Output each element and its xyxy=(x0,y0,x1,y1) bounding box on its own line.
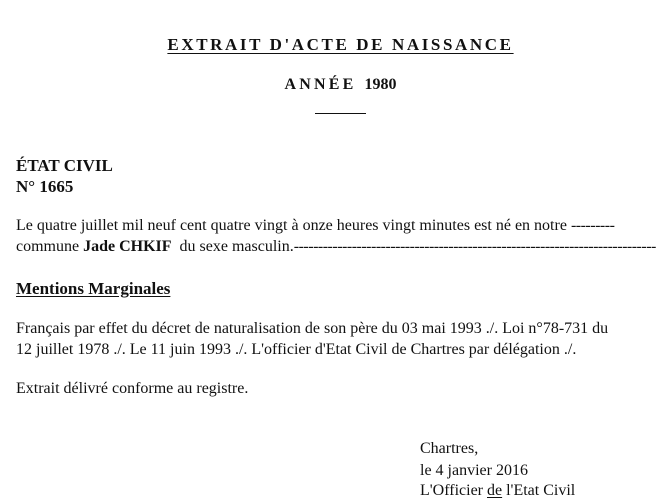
mentions-line-1: Français par effet du décret de naturalisation de son père du 03 mai 1993 ./. Loi n°78-731 du xyxy=(16,320,609,337)
officer-prefix: L'Officier xyxy=(420,482,483,499)
birth-record-suffix: du sexe masculin. xyxy=(179,238,294,255)
mentions-line-2: 12 juillet 1978 ./. Le 11 juin 1993 ./. L'officier d'Etat Civil de Chartres par délégation ./. xyxy=(16,341,577,358)
birth-record-fill-1: --------- xyxy=(570,217,615,234)
officer-suffix: l'Etat Civil xyxy=(506,482,576,499)
birth-record-line-1 xyxy=(16,217,614,235)
year-label: ANNÉE xyxy=(284,76,357,93)
birth-record-prefix: commune xyxy=(16,238,80,255)
signature-place: Chartres, xyxy=(420,440,479,457)
person-name: Jade CHKIF xyxy=(83,238,172,255)
signature-date: le 4 janvier 2016 xyxy=(420,462,528,479)
registry-label: ÉTAT CIVIL xyxy=(16,156,113,175)
year-value: 1980 xyxy=(364,76,397,93)
mentions-heading: Mentions Marginales xyxy=(16,279,171,298)
registry-number: N° 1665 xyxy=(16,177,74,196)
document-title: EXTRAIT D'ACTE DE NAISSANCE xyxy=(167,35,514,54)
signature-officer xyxy=(420,482,575,500)
birth-record-line-2 xyxy=(16,238,656,256)
year-line xyxy=(0,76,672,94)
officer-underlined: de xyxy=(487,482,503,499)
divider-rule xyxy=(315,113,366,114)
birth-record-fill-2: --------------------------------------------------------------------------- xyxy=(293,238,656,255)
birth-record-text-1: Le quatre juillet mil neuf cent quatre vingt à onze heures vingt minutes est né en notre xyxy=(16,217,567,234)
certification-text: Extrait délivré conforme au registre. xyxy=(16,380,249,397)
